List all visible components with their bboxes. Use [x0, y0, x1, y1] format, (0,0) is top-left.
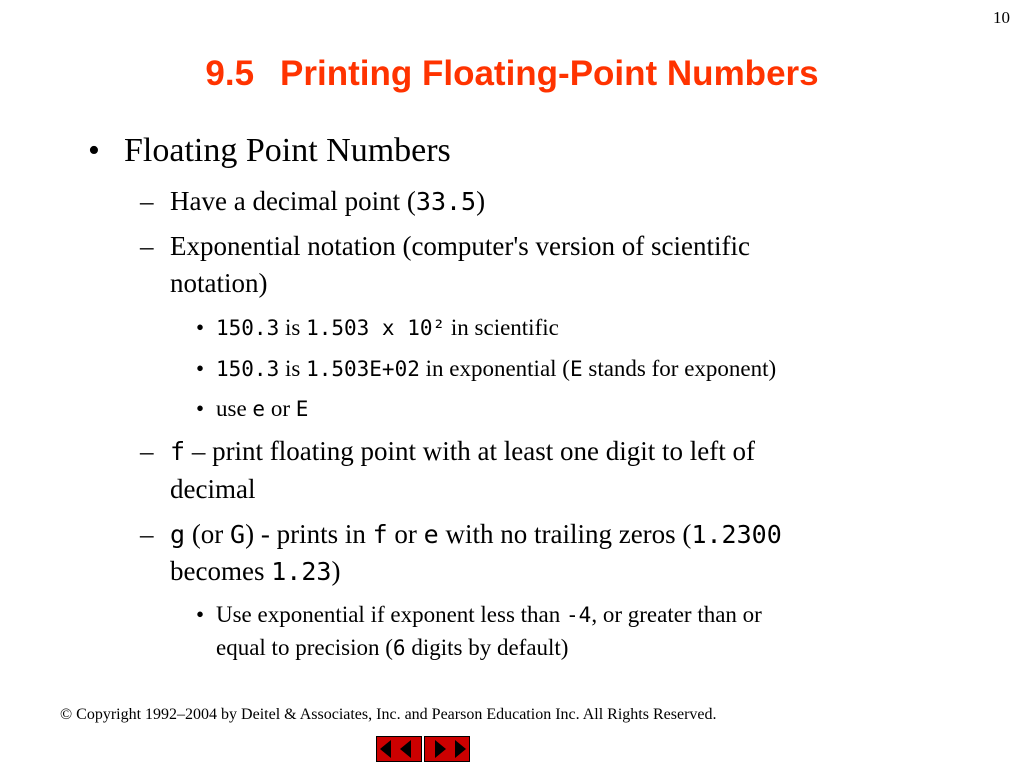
bullet-scientific-example: [216, 315, 559, 341]
code-literal: 150.3: [216, 316, 280, 340]
left-arrow-icon: [377, 737, 421, 761]
text-segment: (or: [185, 519, 231, 549]
text-segment: , or greater than or: [591, 602, 762, 627]
code-literal: 1.503E+02: [306, 357, 420, 381]
bullet-marker: •: [196, 315, 205, 340]
bullet-decimal-point: [170, 186, 485, 217]
code-literal: g: [170, 520, 186, 549]
next-slide-button[interactable]: [424, 736, 470, 762]
text-segment: or: [387, 519, 424, 549]
code-literal: 1.503 x 10²: [306, 316, 446, 340]
bullet-floating-point: [88, 132, 100, 170]
code-literal: G: [230, 520, 246, 549]
bullet-floating-point-text: Floating Point Numbers: [124, 132, 451, 169]
code-literal: f: [170, 437, 186, 466]
code-literal: e: [252, 397, 266, 421]
text-segment: becomes: [170, 556, 272, 586]
dash-marker: –: [140, 186, 154, 216]
bullet-use-exponential-line1: [216, 602, 762, 628]
code-literal: 1.2300: [691, 520, 782, 549]
text-segment: Have a decimal point (: [170, 186, 416, 216]
bullet-exponential-example: [216, 356, 776, 382]
text-segment: Use exponential if exponent less than: [216, 602, 567, 627]
code-literal: e: [423, 520, 439, 549]
text-segment: is: [279, 356, 307, 381]
dash-marker: –: [140, 436, 154, 466]
text-segment: in scientific: [445, 315, 559, 340]
code-literal: f: [372, 520, 388, 549]
bullet-f-specifier-line2: decimal: [170, 474, 256, 504]
copyright-footer: © Copyright 1992–2004 by Deitel & Associates, Inc. and Pearson Education Inc. All Rights Reserved.: [60, 706, 717, 723]
text-segment: or: [265, 396, 296, 421]
previous-slide-button[interactable]: [376, 736, 422, 762]
bullet-use-exponential-line2: [216, 635, 568, 661]
code-literal: 6: [392, 636, 406, 660]
code-literal: -4: [566, 603, 592, 627]
code-literal: E: [569, 357, 583, 381]
bullet-marker: •: [88, 132, 100, 169]
bullet-g-specifier-line1: [170, 519, 782, 550]
bullet-marker: •: [196, 396, 205, 421]
slide-title: [0, 54, 1024, 94]
text-segment: is: [279, 315, 307, 340]
dash-marker: –: [140, 231, 154, 261]
text-segment: in exponential (: [419, 356, 570, 381]
text-segment: stands for exponent): [582, 356, 777, 381]
text-segment: – print floating point with at least one digit to left of: [185, 436, 755, 466]
code-literal: 150.3: [216, 357, 280, 381]
bullet-marker: •: [196, 356, 205, 381]
section-number: 9.5: [205, 54, 255, 93]
bullet-use-e-or-E: [216, 396, 308, 422]
bullet-exponential-notation-line2: notation): [170, 268, 268, 298]
code-literal: 1.23: [271, 557, 332, 586]
dash-marker: –: [140, 519, 154, 549]
text-segment: ) - prints in: [245, 519, 373, 549]
code-literal: E: [295, 397, 309, 421]
text-segment: use: [216, 396, 253, 421]
right-arrow-icon: [425, 737, 469, 761]
text-segment: equal to precision (: [216, 635, 393, 660]
text-segment: digits by default): [405, 635, 569, 660]
text-segment: ): [331, 556, 341, 586]
text-segment: ): [476, 186, 486, 216]
bullet-f-specifier-line1: [170, 436, 755, 467]
bullet-g-specifier-line2: [170, 556, 340, 587]
text-segment: with no trailing zeros (: [438, 519, 692, 549]
code-literal: 33.5: [415, 187, 477, 216]
title-text: Printing Floating-Point Numbers: [280, 54, 819, 93]
bullet-exponential-notation-line1: Exponential notation (computer's version of scientific: [170, 231, 750, 261]
bullet-marker: •: [196, 602, 205, 627]
page-number: 10: [993, 8, 1010, 27]
